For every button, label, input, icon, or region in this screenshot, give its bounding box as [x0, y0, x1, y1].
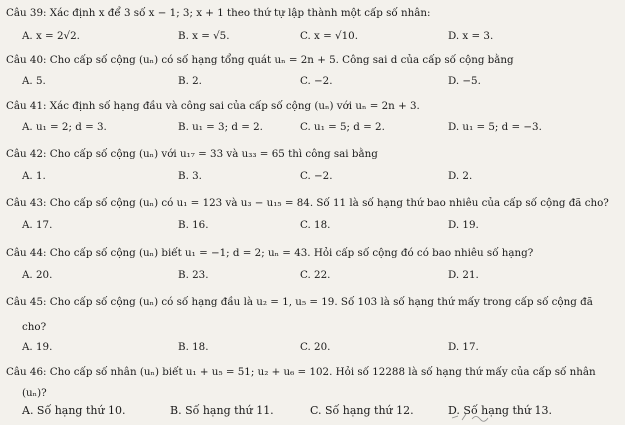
option-d: D. −5.	[448, 75, 481, 87]
option-d: D. 19.	[448, 219, 479, 231]
handwriting-mark	[450, 410, 510, 424]
option-c: C. u₁ = 5; d = 2.	[300, 121, 385, 133]
question-stem: Câu 42: Cho cấp số cộng (uₙ) với u₁₇ = 33 và u₃₃ = 65 thì công sai bằng	[6, 148, 378, 160]
question-stem-continued: cho?	[22, 321, 47, 333]
option-b: B. 2.	[178, 75, 202, 87]
option-a: A. x = 2√2.	[22, 30, 80, 42]
question-stem: Câu 41: Xác định số hạng đầu và công sai của cấp số cộng (uₙ) với uₙ = 2n + 3.	[6, 100, 420, 112]
option-a: A. u₁ = 2; d = 3.	[22, 121, 107, 133]
option-b: B. u₁ = 3; d = 2.	[178, 121, 263, 133]
option-c: C. −2.	[300, 170, 333, 182]
question-stem: Câu 46: Cho cấp số nhân (uₙ) biết u₁ + u₅ = 51; u₂ + u₆ = 102. Hỏi số 12288 là số hạng thứ mấy của cấp số nhân	[6, 366, 596, 378]
option-a: A. 1.	[22, 170, 46, 182]
option-d: D. x = 3.	[448, 30, 494, 42]
option-d: D. 21.	[448, 269, 479, 281]
option-b: B. 18.	[178, 341, 209, 353]
question-stem: Câu 45: Cho cấp số cộng (uₙ) có số hạng đầu là u₂ = 1, u₅ = 19. Số 103 là số hạng thứ mấy trong cấp số cộng đã	[6, 296, 593, 308]
option-d: D. u₁ = 5; d = −3.	[448, 121, 542, 133]
option-c: C. 22.	[300, 269, 331, 281]
option-a: A. 20.	[22, 269, 53, 281]
option-b: B. 3.	[178, 170, 202, 182]
option-b: B. x = √5.	[178, 30, 230, 42]
option-b: B. 23.	[178, 269, 209, 281]
option-a: A. Số hạng thứ 10.	[22, 404, 126, 417]
question-stem: Câu 39: Xác định x để 3 số x − 1; 3; x + 1 theo thứ tự lập thành một cấp số nhân:	[6, 7, 431, 19]
option-a: A. 17.	[22, 219, 53, 231]
option-b: B. 16.	[178, 219, 209, 231]
option-c: C. Số hạng thứ 12.	[310, 404, 414, 417]
option-b: B. Số hạng thứ 11.	[170, 404, 274, 417]
question-stem: Câu 40: Cho cấp số cộng (uₙ) có số hạng tổng quát uₙ = 2n + 5. Công sai d của cấp số cộng bằng	[6, 54, 514, 66]
option-d: D. 2.	[448, 170, 473, 182]
option-d: D. Số hạng thứ 13.	[448, 404, 553, 417]
option-c: C. 20.	[300, 341, 331, 353]
option-c: C. 18.	[300, 219, 331, 231]
option-c: C. −2.	[300, 75, 333, 87]
option-c: C. x = √10.	[300, 30, 358, 42]
question-stem-continued: (uₙ)?	[22, 387, 47, 399]
option-d: D. 17.	[448, 341, 479, 353]
question-stem: Câu 44: Cho cấp số cộng (uₙ) biết u₁ = −1; d = 2; uₙ = 43. Hỏi cấp số cộng đó có bao nhiêu số hạng?	[6, 247, 534, 259]
option-a: A. 5.	[22, 75, 46, 87]
option-a: A. 19.	[22, 341, 53, 353]
question-stem: Câu 43: Cho cấp số cộng (uₙ) có u₁ = 123 và u₃ − u₁₅ = 84. Số 11 là số hạng thứ bao nhiêu của cấp số cộng đã cho?	[6, 197, 609, 209]
